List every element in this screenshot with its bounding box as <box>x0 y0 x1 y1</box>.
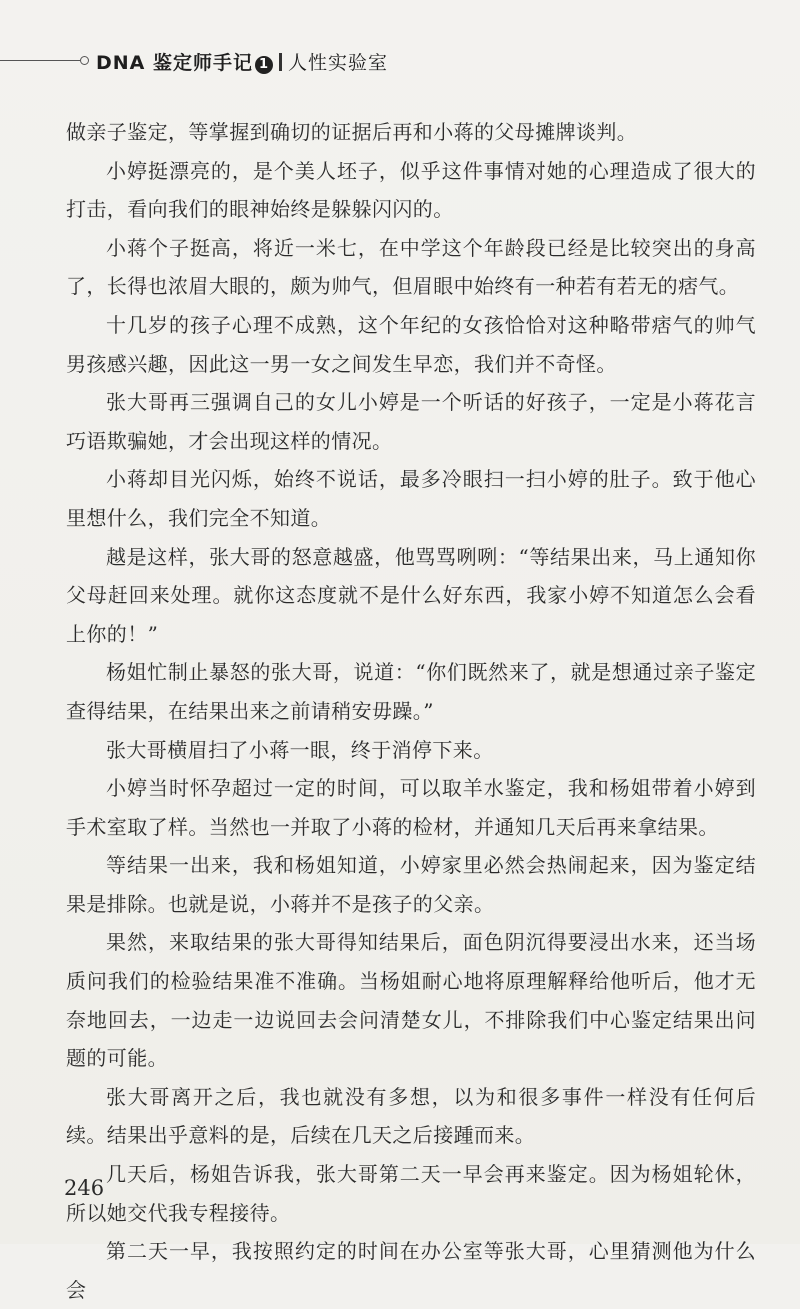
paragraph: 果然，来取结果的张大哥得知结果后，面色阴沉得要浸出水来，还当场质问我们的检验结果准不准确。当杨姐耐心地将原理解释给他听后，他才无奈地回去，一边走一边说回去会问清楚女儿，不排除我们中心鉴定结果出问题的可能。 <box>66 930 756 1071</box>
paragraph: 张大哥横眉扫了小蒋一眼，终于消停下来。 <box>106 737 494 762</box>
paragraph: 小蒋个子挺高，将近一米七，在中学这个年龄段已经是比较突出的身高了，长得也浓眉大眼的，颇为帅气，但眉眼中始终有一种若有若无的痞气。 <box>66 235 756 299</box>
volume-number-badge: 1 <box>255 56 273 74</box>
paragraph: 十几岁的孩子心理不成熟，这个年纪的女孩恰恰对这种略带痞气的帅气男孩感兴趣，因此这一男一女之间发生早恋，我们并不奇怪。 <box>66 312 756 376</box>
book-subtitle: 人性实验室 <box>288 52 389 74</box>
body-text <box>66 113 756 1309</box>
paragraph: 越是这样，张大哥的怒意越盛，他骂骂咧咧：“等结果出来，马上通知你父母赶回来处理。就你这态度就不是什么好东西，我家小婷不知道怎么会看上你的！” <box>66 544 756 646</box>
header-circle-ornament <box>80 56 89 65</box>
paragraph: 小婷当时怀孕超过一定的时间，可以取羊水鉴定，我和杨姐带着小婷到手术室取了样。当然也一并取了小蒋的检材，并通知几天后再来拿结果。 <box>66 776 756 839</box>
paragraph: 做亲子鉴定，等掌握到确切的证据后再和小蒋的父母摊牌谈判。 <box>66 120 638 144</box>
header-title <box>96 48 388 75</box>
header-separator <box>279 53 282 71</box>
paragraph: 第二天一早，我按照约定的时间在办公室等张大哥，心里猜测他为什么会 <box>66 1239 756 1302</box>
page-number: 246 <box>64 1176 105 1200</box>
book-title: DNA 鉴定师手记 <box>96 52 253 74</box>
paragraph: 小婷挺漂亮的，是个美人坯子，似乎这件事情对她的心理造成了很大的打击，看向我们的眼神始终是躲躲闪闪的。 <box>66 158 756 222</box>
running-header <box>0 48 800 72</box>
paragraph: 张大哥再三强调自己的女儿小婷是一个听话的好孩子，一定是小蒋花言巧语欺骗她，才会出现这样的情况。 <box>66 390 756 453</box>
paragraph: 张大哥离开之后，我也就没有多想，以为和很多事件一样没有任何后续。结果出乎意料的是，后续在几天之后接踵而来。 <box>66 1084 756 1148</box>
paragraph: 几天后，杨姐告诉我，张大哥第二天一早会再来鉴定。因为杨姐轮休，所以她交代我专程接待。 <box>66 1162 756 1225</box>
paragraph: 杨姐忙制止暴怒的张大哥，说道：“你们既然来了，就是想通过亲子鉴定查得结果，在结果出来之前请稍安毋躁。” <box>66 660 756 723</box>
paragraph: 等结果一出来，我和杨姐知道，小婷家里必然会热闹起来，因为鉴定结果是排除。也就是说，小蒋并不是孩子的父亲。 <box>66 853 756 916</box>
paragraph: 小蒋却目光闪烁，始终不说话，最多冷眼扫一扫小婷的肚子。致于他心里想什么，我们完全不知道。 <box>66 467 756 530</box>
header-rule <box>0 60 80 61</box>
